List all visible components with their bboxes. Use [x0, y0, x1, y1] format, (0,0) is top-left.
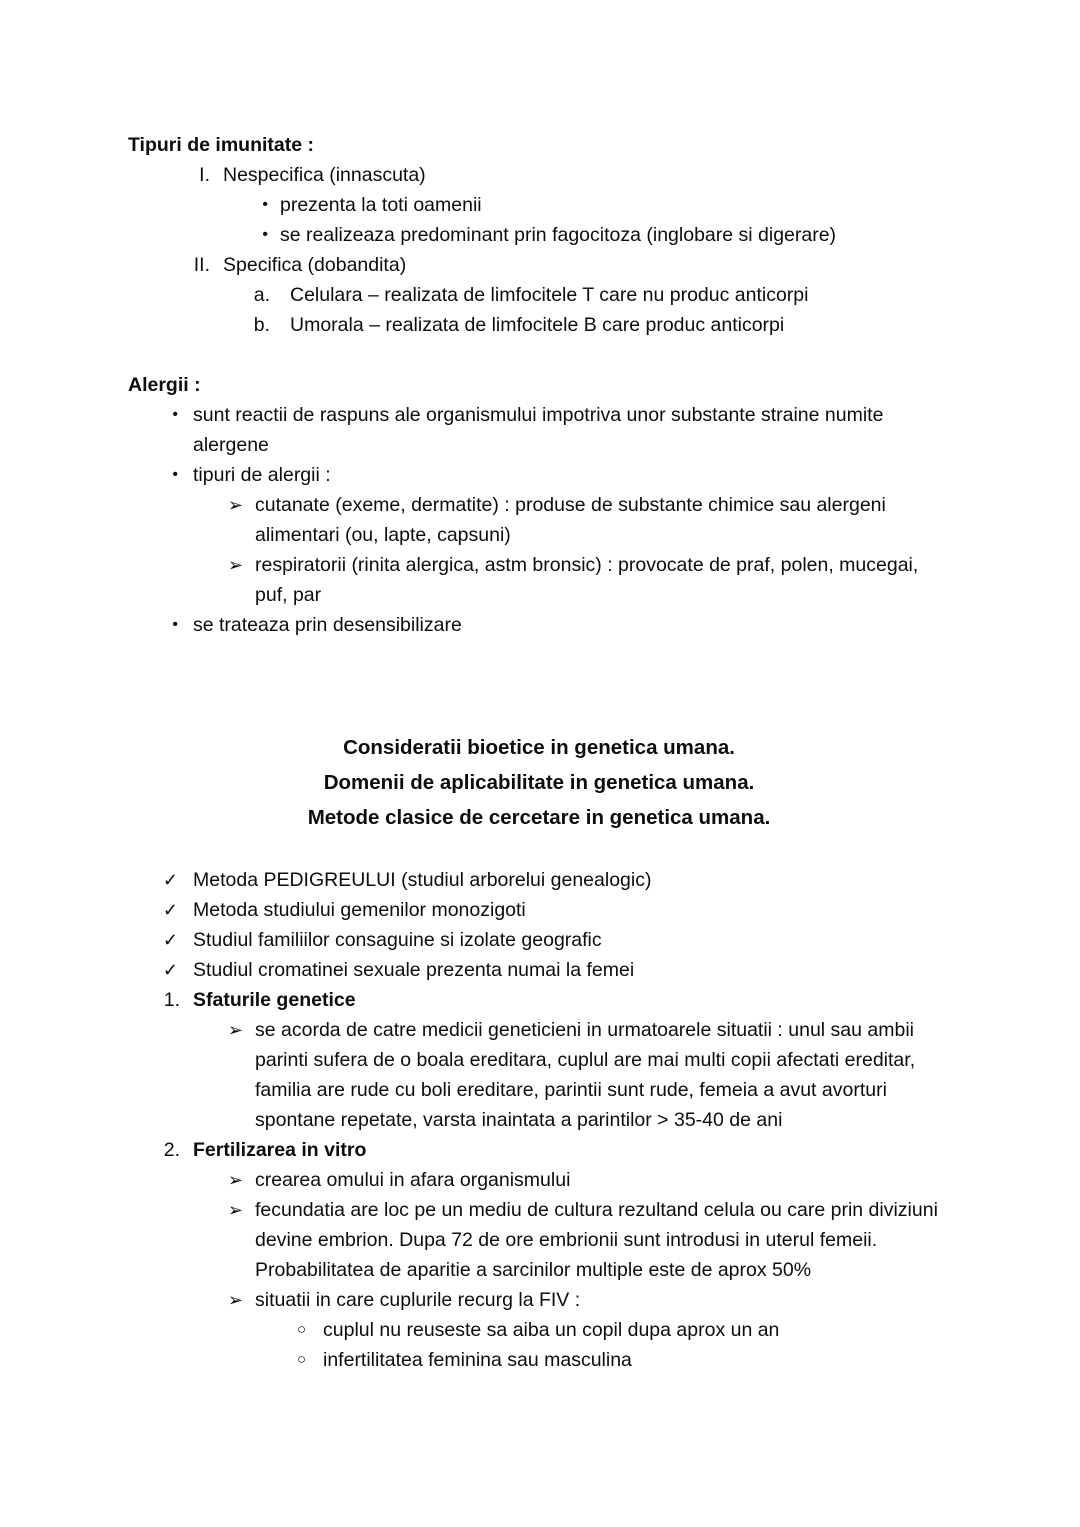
list-item-text: Specifica (dobandita): [223, 254, 407, 276]
list-item-text: Celulara – realizata de limfocitele T care nu produc anticorpi: [290, 284, 809, 306]
document-content: [128, 130, 950, 1375]
list-item: [128, 1195, 950, 1285]
list-item-text: se acorda de catre medicii geneticieni in urmatoarele situatii : unul sau ambii parinti sufera de o boala ereditara, cuplul are mai multi copii afectati ereditar, familia are rude cu boli ereditare, parintii sunt rude, femeia a avut avorturi spontane repetate, varsta inaintata a parintilor > 35-40 de ani: [255, 1019, 916, 1131]
list-item-text: Metoda PEDIGREULUI (studiul arborelui genealogic): [193, 869, 652, 891]
list-marker-number: 1.: [163, 989, 180, 1011]
list-item: [128, 160, 950, 190]
list-item: [128, 1315, 950, 1345]
list-item-text: Umorala – realizata de limfocitele B care produc anticorpi: [290, 314, 785, 336]
arrow-bullet-icon: ➢: [227, 1020, 243, 1040]
list-item-text: Studiul familiilor consaguine si izolate geografic: [193, 929, 602, 951]
list-marker-alpha: b.: [253, 314, 270, 336]
page-title-line-2: Domenii de aplicabilitate in genetica umana.: [323, 771, 755, 794]
page-title-line-3: Metode clasice de cercetare in genetica umana.: [307, 806, 771, 829]
arrow-bullet-icon: ➢: [227, 1170, 243, 1190]
list-item: [128, 250, 950, 280]
list-item: [128, 490, 950, 550]
bullet-icon: •: [262, 226, 268, 243]
list-item: [128, 400, 950, 460]
list-item: [128, 460, 950, 490]
numbered-item: [128, 985, 950, 1015]
page-title: [128, 730, 950, 835]
section-heading-alergii: Alergii :: [128, 374, 201, 396]
section-heading-imunitate: Tipuri de imunitate :: [128, 134, 314, 156]
list-item-text: respiratorii (rinita alergica, astm bronsic) : provocate de praf, polen, mucegai, puf, par: [255, 554, 919, 606]
list-item-text: tipuri de alergii :: [193, 464, 331, 486]
section-spacer: [128, 700, 950, 730]
list-item: [128, 955, 950, 985]
list-item: [128, 1285, 950, 1315]
arrow-bullet-icon: ➢: [227, 495, 243, 515]
list-item: [128, 550, 950, 610]
list-item: [128, 925, 950, 955]
list-item: [128, 1165, 950, 1195]
bullet-icon: •: [172, 466, 178, 483]
list-item-text: situatii in care cuplurile recurg la FIV :: [255, 1289, 581, 1311]
list-item: [128, 865, 950, 895]
check-icon: ✓: [162, 960, 178, 980]
arrow-bullet-icon: ➢: [227, 1200, 243, 1220]
page-title-line-1: Consideratii bioetice in genetica umana.: [343, 736, 735, 759]
numbered-item: [128, 1135, 950, 1165]
list-marker-number: 2.: [163, 1139, 180, 1161]
list-item-text: Metoda studiului gemenilor monozigoti: [193, 899, 526, 921]
list-item-text: Nespecifica (innascuta): [223, 164, 426, 186]
arrow-bullet-icon: ➢: [227, 1290, 243, 1310]
list-item: [128, 1015, 950, 1135]
circle-bullet-icon: ○: [296, 1321, 306, 1338]
arrow-bullet-icon: ➢: [227, 555, 243, 575]
check-icon: ✓: [162, 870, 178, 890]
check-icon: ✓: [162, 900, 178, 920]
check-icon: ✓: [162, 930, 178, 950]
list-marker-roman: I.: [199, 164, 210, 186]
list-item-text: crearea omului in afara organismului: [255, 1169, 571, 1191]
list-item: [128, 1345, 950, 1375]
bullet-icon: •: [262, 196, 268, 213]
section-spacer: [128, 340, 950, 370]
list-item-text: se realizeaza predominant prin fagocitoza (inglobare si digerare): [280, 224, 837, 246]
list-item: [128, 610, 950, 640]
list-item-text: sunt reactii de raspuns ale organismului impotriva unor substante straine numite alergene: [193, 404, 884, 456]
list-marker-alpha: a.: [253, 284, 270, 306]
section-spacer: [128, 640, 950, 700]
bullet-icon: •: [172, 406, 178, 423]
circle-bullet-icon: ○: [296, 1351, 306, 1368]
list-item: [128, 310, 950, 340]
list-item-text: prezenta la toti oamenii: [280, 194, 482, 216]
bullet-icon: •: [172, 616, 178, 633]
list-item: [128, 280, 950, 310]
list-item: [128, 190, 950, 220]
list-item-text: cuplul nu reuseste sa aiba un copil dupa aprox un an: [323, 1319, 780, 1341]
list-item-text: se trateaza prin desensibilizare: [193, 614, 462, 636]
list-item: [128, 220, 950, 250]
numbered-item-title: Sfaturile genetice: [193, 989, 356, 1011]
section-spacer: [128, 835, 950, 865]
list-item-text: Studiul cromatinei sexuale prezenta numai la femei: [193, 959, 635, 981]
list-marker-roman: II.: [193, 254, 210, 276]
list-item-text: cutanate (exeme, dermatite) : produse de substante chimice sau alergeni alimentari (ou, lapte, capsuni): [255, 494, 886, 546]
numbered-item-title: Fertilizarea in vitro: [193, 1139, 367, 1161]
list-item-text: infertilitatea feminina sau masculina: [323, 1349, 632, 1371]
list-item-text: fecundatia are loc pe un mediu de cultura rezultand celula ou care prin diviziuni devine embrion. Dupa 72 de ore embrionii sunt introdusi in uterul femeii. Probabilitatea de aparitie a sarcinilor multiple este de aprox 50%: [255, 1199, 938, 1281]
list-item: [128, 895, 950, 925]
